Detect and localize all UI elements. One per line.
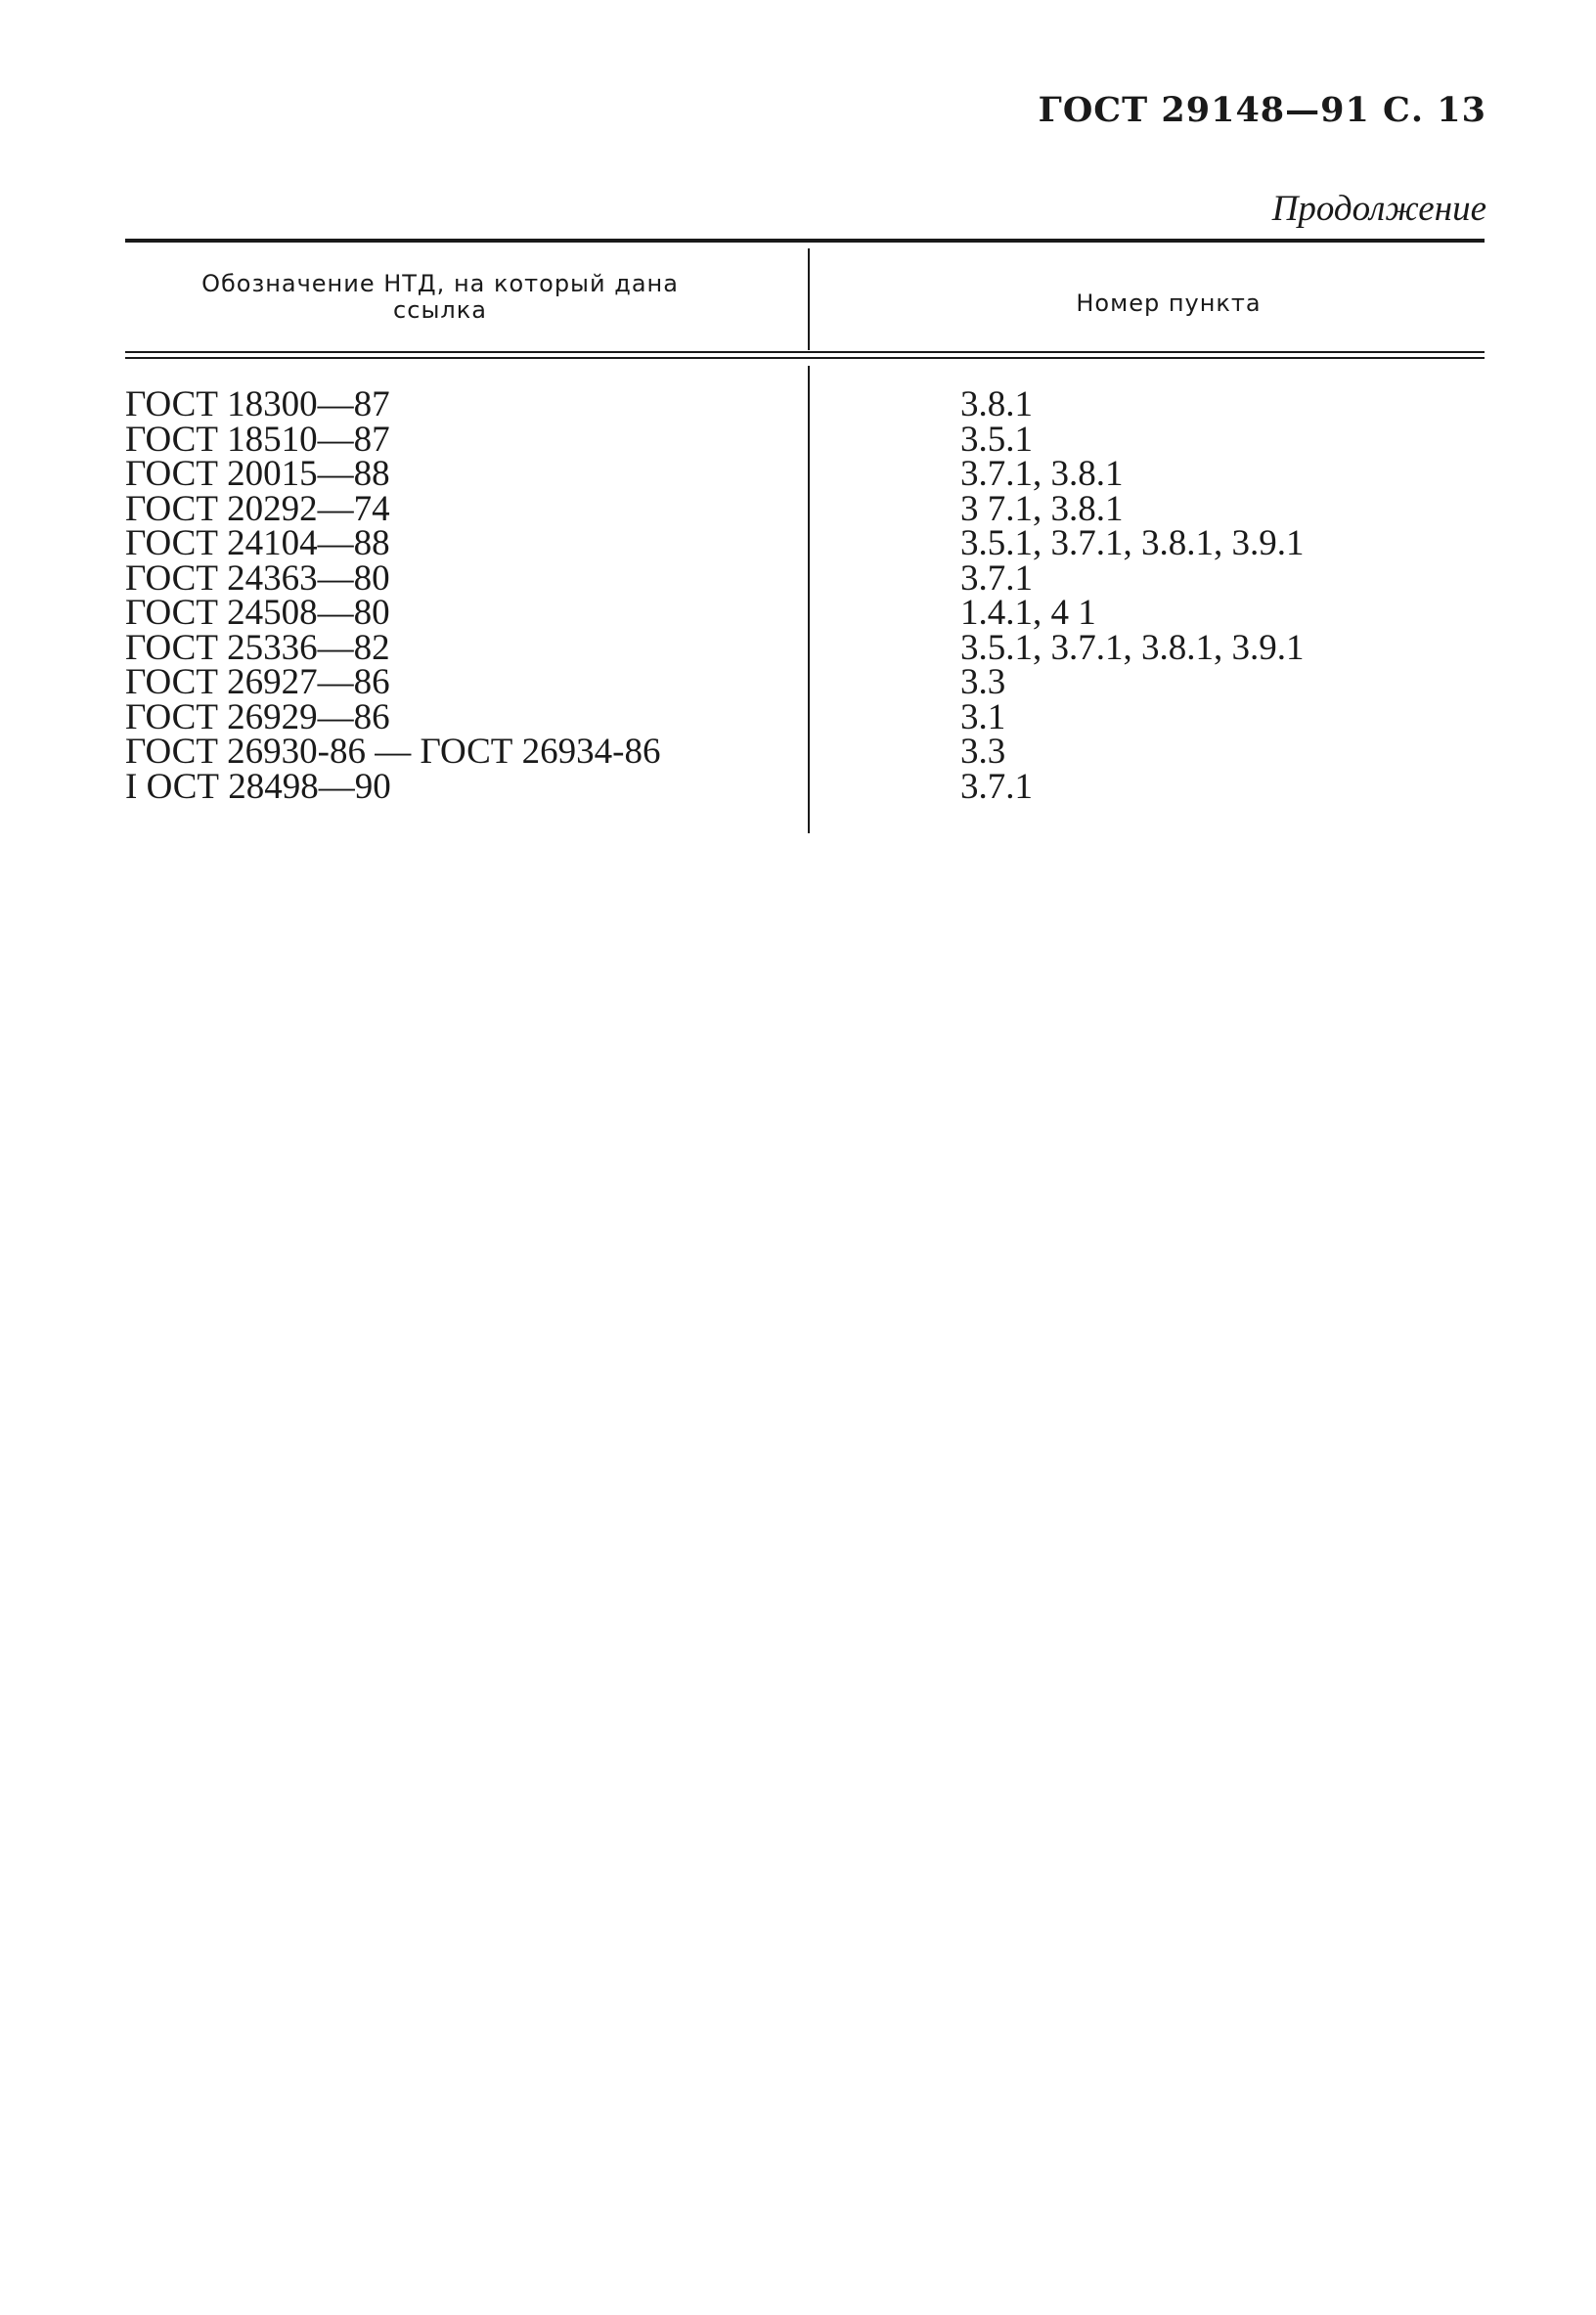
table-row	[125, 766, 1485, 807]
item-number-cell: 3.7.1	[960, 766, 1033, 807]
reference-cell: ГОСТ 24508—80	[125, 593, 390, 633]
item-number-cell: 3.3	[960, 662, 1006, 702]
item-number-cell: 3 7.1, 3.8.1	[960, 488, 1124, 529]
item-number-cell: 3.5.1	[960, 419, 1033, 460]
reference-cell: ГОСТ 25336—82	[125, 627, 390, 668]
item-number-cell: 3.3	[960, 732, 1006, 772]
document-header-title: ГОСТ 29148—91 С. 13	[1038, 90, 1486, 130]
item-number-cell: 3.7.1	[960, 557, 1033, 599]
table-row	[125, 732, 1485, 772]
column-divider-header	[808, 248, 810, 350]
reference-cell: ГОСТ 20292—74	[125, 488, 390, 529]
table-row	[125, 662, 1485, 702]
item-number-cell: 3.1	[960, 696, 1006, 737]
table-row	[125, 488, 1485, 529]
reference-cell: ГОСТ 24104—88	[125, 523, 390, 563]
reference-cell: ГОСТ 26927—86	[125, 662, 390, 702]
table-row	[125, 593, 1485, 633]
table-row	[125, 384, 1485, 424]
table-top-rule	[125, 239, 1485, 243]
reference-cell: ГОСТ 18300—87	[125, 384, 390, 424]
reference-table-body	[125, 384, 1485, 807]
reference-cell: I ОСТ 28498—90	[125, 766, 391, 807]
table-row	[125, 454, 1485, 494]
column-header-reference: Обозначение НТД, на который дана ссылка	[201, 270, 679, 324]
table-row	[125, 696, 1485, 737]
column-header-item-number: Номер пункта	[1076, 289, 1262, 317]
reference-cell: ГОСТ 20015—88	[125, 454, 390, 494]
item-number-cell: 3.7.1, 3.8.1	[960, 454, 1124, 494]
table-row	[125, 627, 1485, 668]
table-row	[125, 523, 1485, 563]
continued-label: Продолжение	[1271, 189, 1486, 229]
item-number-cell: 1.4.1, 4 1	[960, 593, 1096, 633]
header-separator-rule-second	[125, 357, 1485, 359]
reference-cell: ГОСТ 18510—87	[125, 419, 390, 460]
item-number-cell: 3.5.1, 3.7.1, 3.8.1, 3.9.1	[960, 523, 1305, 563]
reference-cell: ГОСТ 26930-86 — ГОСТ 26934-86	[125, 732, 661, 772]
item-number-cell: 3.8.1	[960, 384, 1033, 424]
table-row	[125, 557, 1485, 599]
table-row	[125, 419, 1485, 460]
reference-cell: ГОСТ 24363—80	[125, 557, 390, 599]
header-separator-rule	[125, 351, 1485, 353]
reference-cell: ГОСТ 26929—86	[125, 696, 390, 737]
item-number-cell: 3.5.1, 3.7.1, 3.8.1, 3.9.1	[960, 627, 1305, 668]
